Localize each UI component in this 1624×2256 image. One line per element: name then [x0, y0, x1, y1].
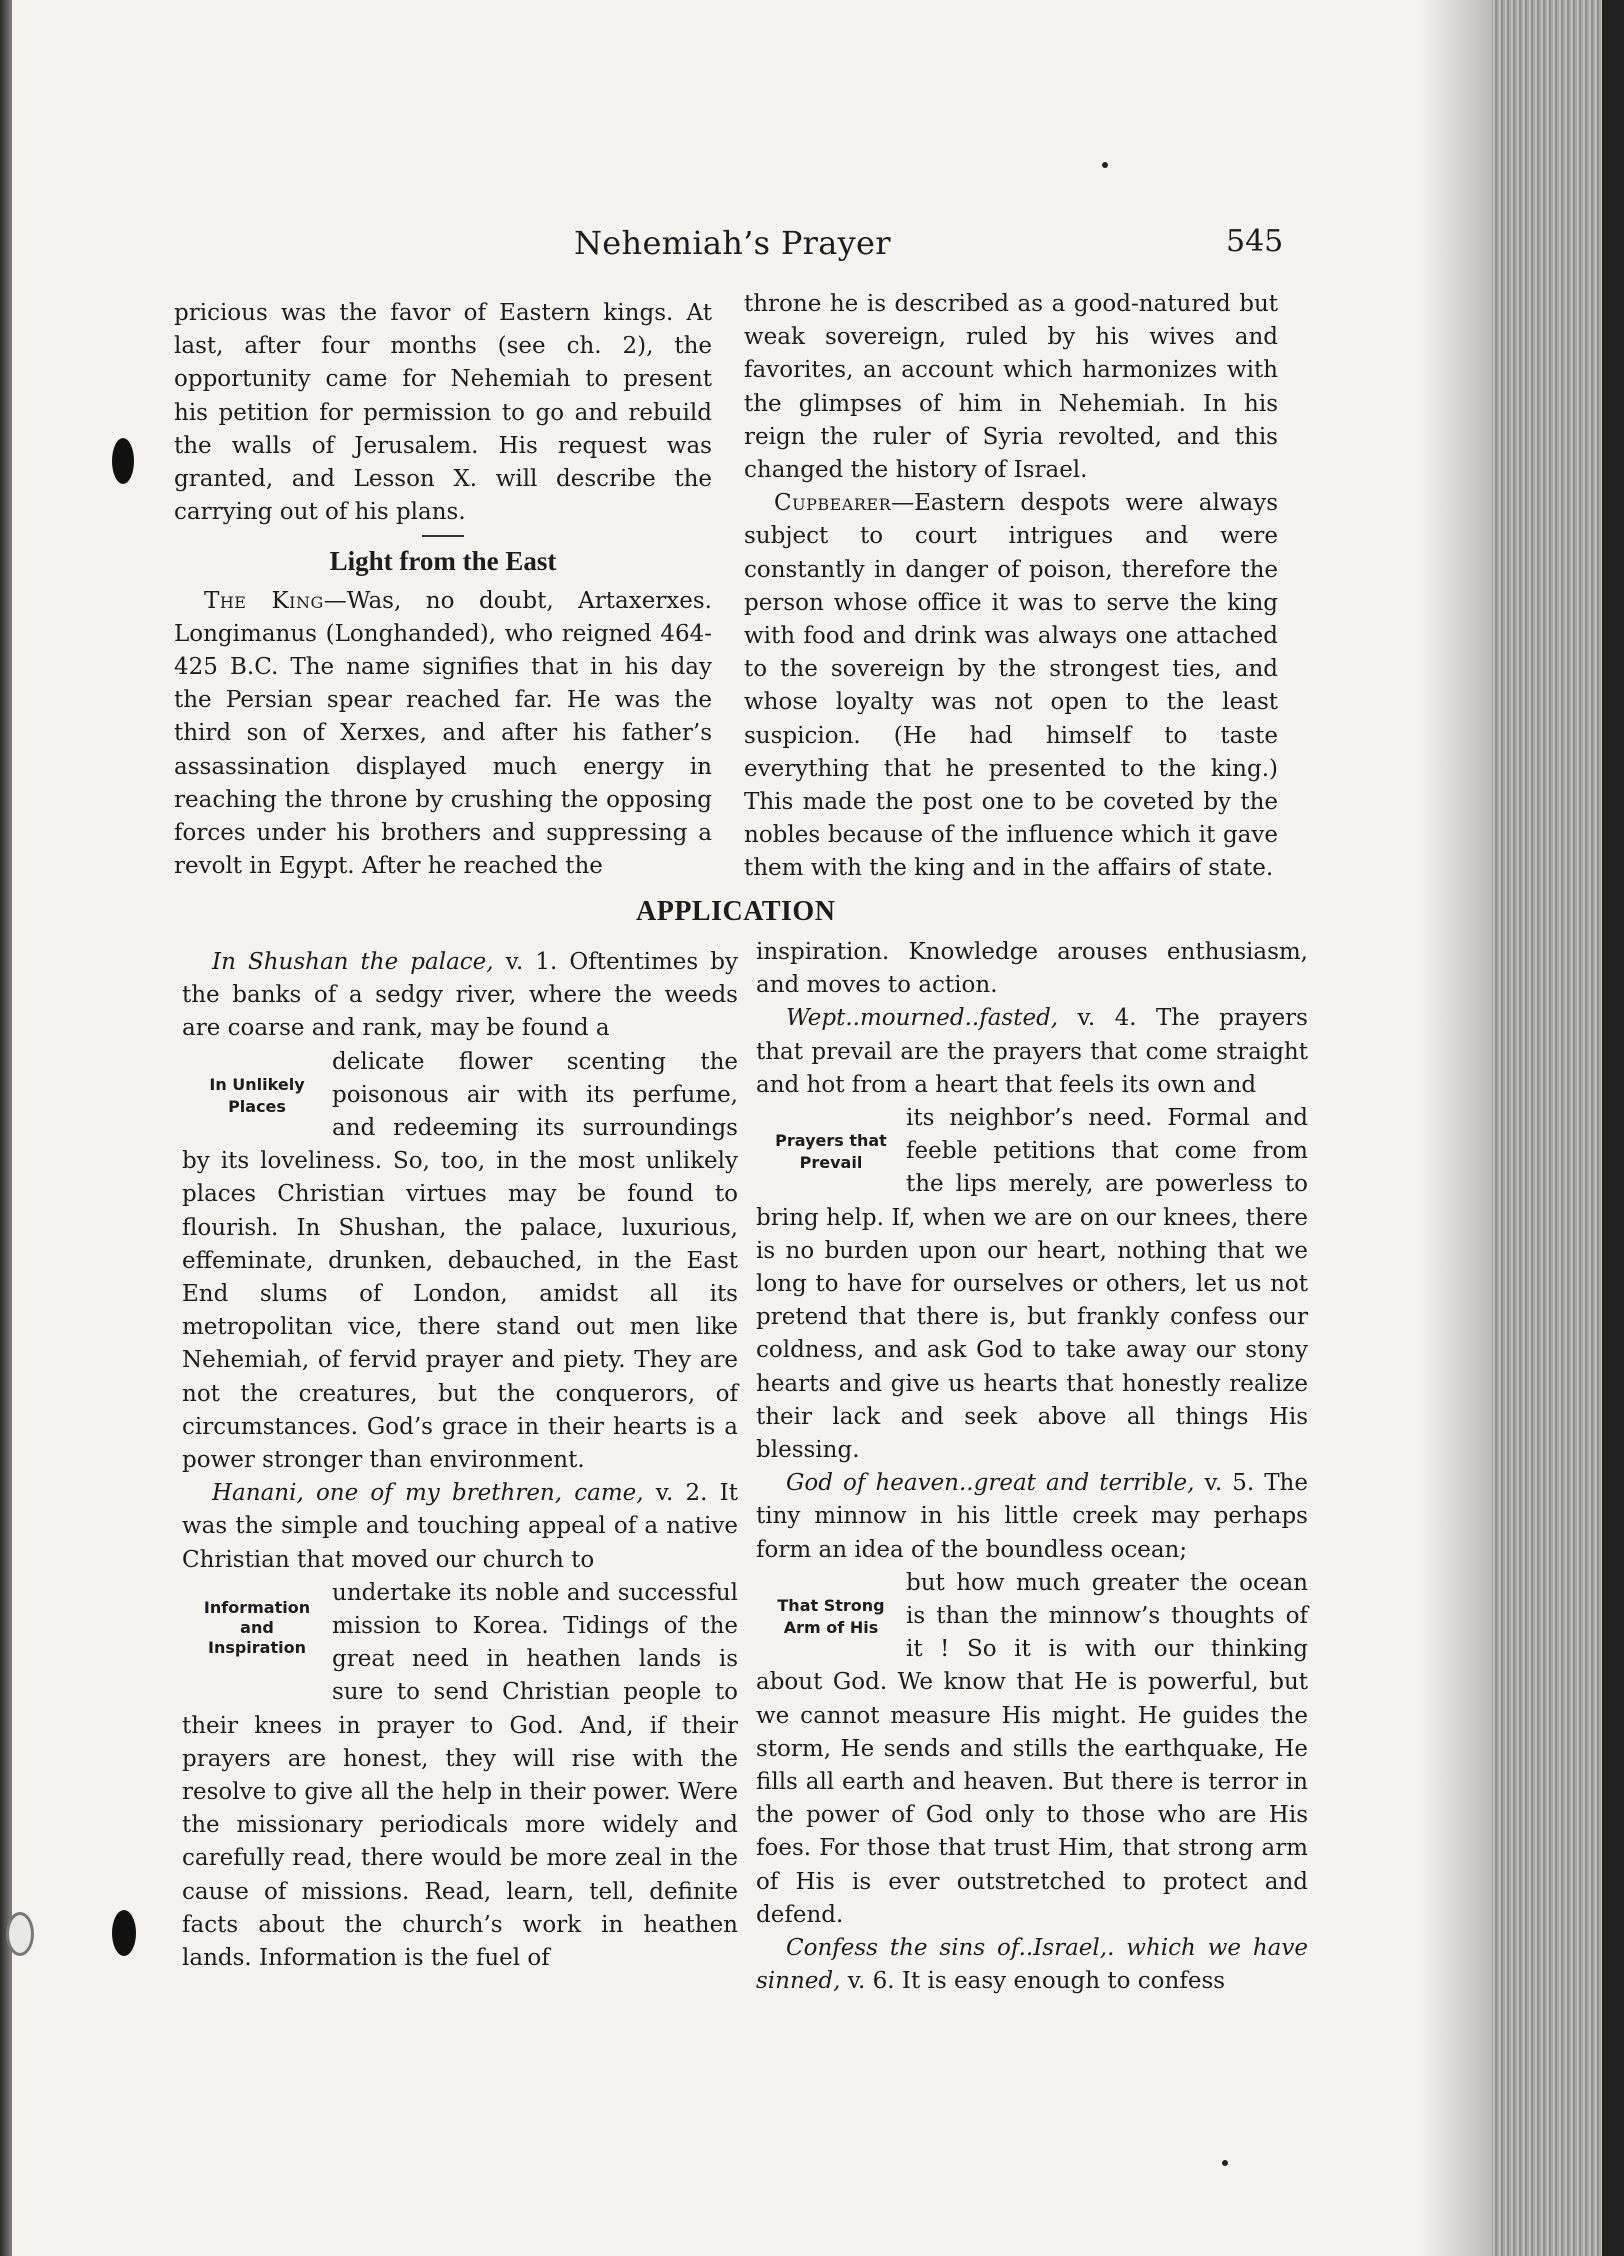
- column-right-bottom: [756, 936, 1308, 1999]
- entry-lead: Cupbearer: [774, 490, 892, 517]
- paragraph: [182, 1046, 738, 1478]
- paragraph: [756, 1567, 1308, 1932]
- paragraph: inspiration. Knowledge arouses enthusiasm, and moves to action.: [756, 939, 1308, 999]
- sidenote-line: Prevail: [799, 1153, 863, 1173]
- speck-mark: [1102, 162, 1108, 168]
- verse-reference: In Shushan the palace,: [212, 949, 494, 975]
- paragraph-text: delicate flower scenting the poisonous air with its perfume, and redeeming its surroundings by its loveliness. So, too, in the most unlikely places Christian virtues may be found to flourish. In Shushan, the palace, luxurious, effeminate, drunken, debauched, in the East End slums of London, amidst all its metropolitan vice, there stand out men like Nehemiah, of fervid prayer and piety. They are not the creatures, but the conquerors, of circumstances. God’s grace in their hearts is a power stronger than environment.: [182, 1048, 738, 1474]
- speck-mark: [1222, 2160, 1228, 2166]
- verse-number: v. 5.: [1194, 1470, 1255, 1497]
- paragraph-text: Oftentimes by the banks of a sedgy river, where the weeds are coarse and rank, may be found a: [182, 949, 738, 1042]
- running-title: Nehemiah’s Prayer: [574, 224, 891, 262]
- entry-text: —Eastern despots were always subject to court intrigues and were constantly in danger of poison, therefore the person whose office it was to serve the king with food and drink was always one attached to the sovereign by the strongest ties, and whose loyalty was not open to the least suspicion. (He had himself to taste everything that he presented to the king.) This made the post one to be coveted by the nobles because of the influence which it gave them with the king and in the affairs of state.: [744, 490, 1278, 882]
- verse-number: v. 2.: [643, 1480, 708, 1507]
- paragraph: [182, 1577, 738, 1975]
- paragraph: [182, 1477, 738, 1577]
- punch-hole-top: [112, 438, 134, 484]
- punch-hole-ring: [6, 1912, 34, 1956]
- page-edges: [1492, 0, 1624, 2256]
- sidenote: [756, 1102, 906, 1198]
- sidenote-line: and: [240, 1617, 274, 1637]
- paragraph-text: The tiny minnow in his little creek may perhaps form an idea of the boundless ocean;: [756, 1470, 1308, 1563]
- punch-hole-bottom: [112, 1910, 136, 1956]
- section-heading: Light from the East: [329, 546, 557, 577]
- sidenote-line: Arm of His: [783, 1617, 879, 1637]
- paragraph-text: It was the simple and touching appeal of a native Christian that moved our church to: [182, 1480, 738, 1573]
- sidenote-line: Information: [203, 1597, 311, 1617]
- page-number: 545: [1226, 224, 1284, 259]
- sidenote-line: That Strong: [777, 1595, 885, 1615]
- verse-number: v. 1.: [493, 949, 558, 975]
- column-left-top: [174, 297, 712, 883]
- gutter-shadow: [1420, 0, 1492, 2256]
- verse-reference: God of heaven..great and terrible,: [786, 1470, 1195, 1497]
- paragraph: pricious was the favor of Eastern kings. At last, after four months (see ch. 2), the opportunity came for Nehemiah to present his petition for permission to go and rebuild the walls of Jerusalem. His request was granted, and Lesson X. will describe the carrying out of his plans.: [174, 300, 712, 526]
- paragraph: [756, 1002, 1308, 1102]
- sidenote: [182, 1577, 332, 1687]
- paragraph: [756, 1467, 1308, 1567]
- sidenote: [182, 1046, 332, 1142]
- paragraph-text: its neighbor’s need. Formal and feeble petitions that come from the lips merely, are powerless to bring help. If, when we are on our knees, there is no burden upon our heart, nothing that we long to have for ourselves or others, let us not pretend that there is, but frankly confess our coldness, and ask God to take away our stony hearts and give us hearts that honestly realize their lack and seek above all things His blessing.: [756, 1105, 1308, 1464]
- sidenote-line: In Unlikely: [209, 1074, 305, 1094]
- column-left-bottom: [182, 946, 738, 1975]
- sidenote-line: Inspiration: [207, 1637, 306, 1657]
- paragraph: [756, 1932, 1308, 1998]
- paragraph: [756, 1102, 1308, 1467]
- paragraph: [174, 585, 712, 884]
- paragraph: [182, 946, 738, 1046]
- verse-number: v. 4.: [1058, 1005, 1137, 1032]
- paragraph: throne he is described as a good-natured but weak sovereign, ruled by his wives and favorites, an account which harmonizes with the glimpses of him in Nehemiah. In his reign the ruler of Syria revolted, and this changed the history of Israel.: [744, 291, 1278, 484]
- sidenote-line: Prayers that: [775, 1131, 887, 1151]
- paragraph-text: The prayers that prevail are the prayers that come straight and hot from a heart that feels its own and: [756, 1005, 1308, 1098]
- paragraph-text: undertake its noble and successful mission to Korea. Tidings of the great need in heathen lands is sure to send Christian people to their knees in prayer to God. And, if their prayers are honest, they will rise with the resolve to give all the help in their power. Were the missionary periodicals more widely and carefully read, there would be more zeal in the cause of missions. Read, learn, tell, definite facts about the church’s work in heathen lands. Information is the fuel of: [182, 1579, 738, 1972]
- paragraph-text: It is easy enough to confess: [894, 1968, 1226, 1995]
- entry-text: —Was, no doubt, Artaxerxes. Longimanus (Longhanded), who reigned 464-425 B.C. The name signifies that in his day the Persian spear reached far. He was the third son of Xerxes, and after his father’s assassination displayed much energy in reaching the throne by crushing the opposing forces under his brothers and suppressing a revolt in Egypt. After he reached the: [174, 587, 712, 880]
- verse-reference: Wept..mourned..fasted,: [786, 1005, 1059, 1032]
- entry-lead: The King: [204, 587, 324, 614]
- verse-reference: Hanani, one of my brethren, came,: [212, 1480, 644, 1507]
- section-rule: [422, 535, 464, 537]
- verse-reference: Confess the sins of..Israel,. which we have sinned,: [756, 1935, 1308, 1995]
- column-right-top: [744, 288, 1278, 886]
- sidenote: [756, 1567, 906, 1663]
- application-heading: APPLICATION: [636, 896, 836, 927]
- paragraph: [744, 487, 1278, 885]
- sidenote-line: Places: [228, 1096, 286, 1116]
- paragraph-text: but how much greater the ocean is than the minnow’s thoughts of it ! So it is with our thinking about God. We know that He is powerful, but we cannot measure His might. He guides the storm, He sends and stills the earthquake, He fills all earth and heaven. But there is terror in the power of God only to those who are His foes. For those that trust Him, that strong arm of His is ever outstretched to protect and defend.: [756, 1569, 1308, 1928]
- verse-number: v. 6.: [840, 1968, 895, 1995]
